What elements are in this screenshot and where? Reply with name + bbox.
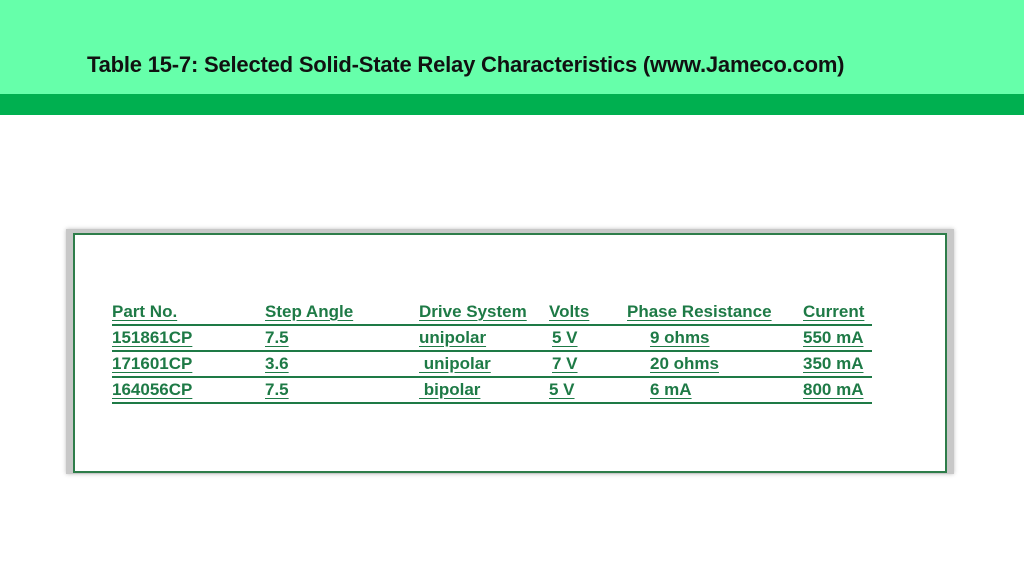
row-underline: [112, 350, 872, 352]
cell-step-angle: 3.6: [265, 354, 289, 373]
cell-drive-system: unipolar: [419, 354, 491, 373]
header-volts: Volts: [549, 302, 590, 321]
cell-part-no: 151861CP: [112, 328, 193, 347]
cell-volts: 7 V: [552, 354, 578, 373]
header-accent-bar: [0, 94, 1024, 115]
row-underline: [112, 402, 872, 404]
header-current: Current: [803, 302, 865, 321]
cell-volts: 5 V: [552, 328, 578, 347]
cell-part-no: 164056CP: [112, 380, 193, 399]
cell-phase-resistance: 20 ohms: [650, 354, 719, 373]
cell-step-angle: 7.5: [265, 328, 289, 347]
header-step-angle: Step Angle: [265, 302, 354, 321]
cell-drive-system: bipolar: [419, 380, 481, 399]
cell-drive-system: unipolar: [419, 328, 487, 347]
header-part-no: Part No.: [112, 302, 178, 321]
cell-phase-resistance: 6 mA: [650, 380, 692, 399]
cell-step-angle: 7.5: [265, 380, 289, 399]
cell-volts: 5 V: [549, 380, 575, 399]
cell-current: 350 mA: [803, 354, 864, 373]
cell-current: 550 mA: [803, 328, 864, 347]
cell-current: 800 mA: [803, 380, 864, 399]
row-underline: [112, 376, 872, 378]
header-phase-resistance: Phase Resistance: [627, 302, 772, 321]
slide-title: Table 15-7: Selected Solid-State Relay Characteristics (www.Jameco.com): [87, 52, 845, 77]
cell-part-no: 171601CP: [112, 354, 193, 373]
cell-phase-resistance: 9 ohms: [650, 328, 710, 347]
header-underline: [112, 324, 872, 326]
slide-header: [0, 0, 1024, 94]
header-drive-system: Drive System: [419, 302, 527, 321]
